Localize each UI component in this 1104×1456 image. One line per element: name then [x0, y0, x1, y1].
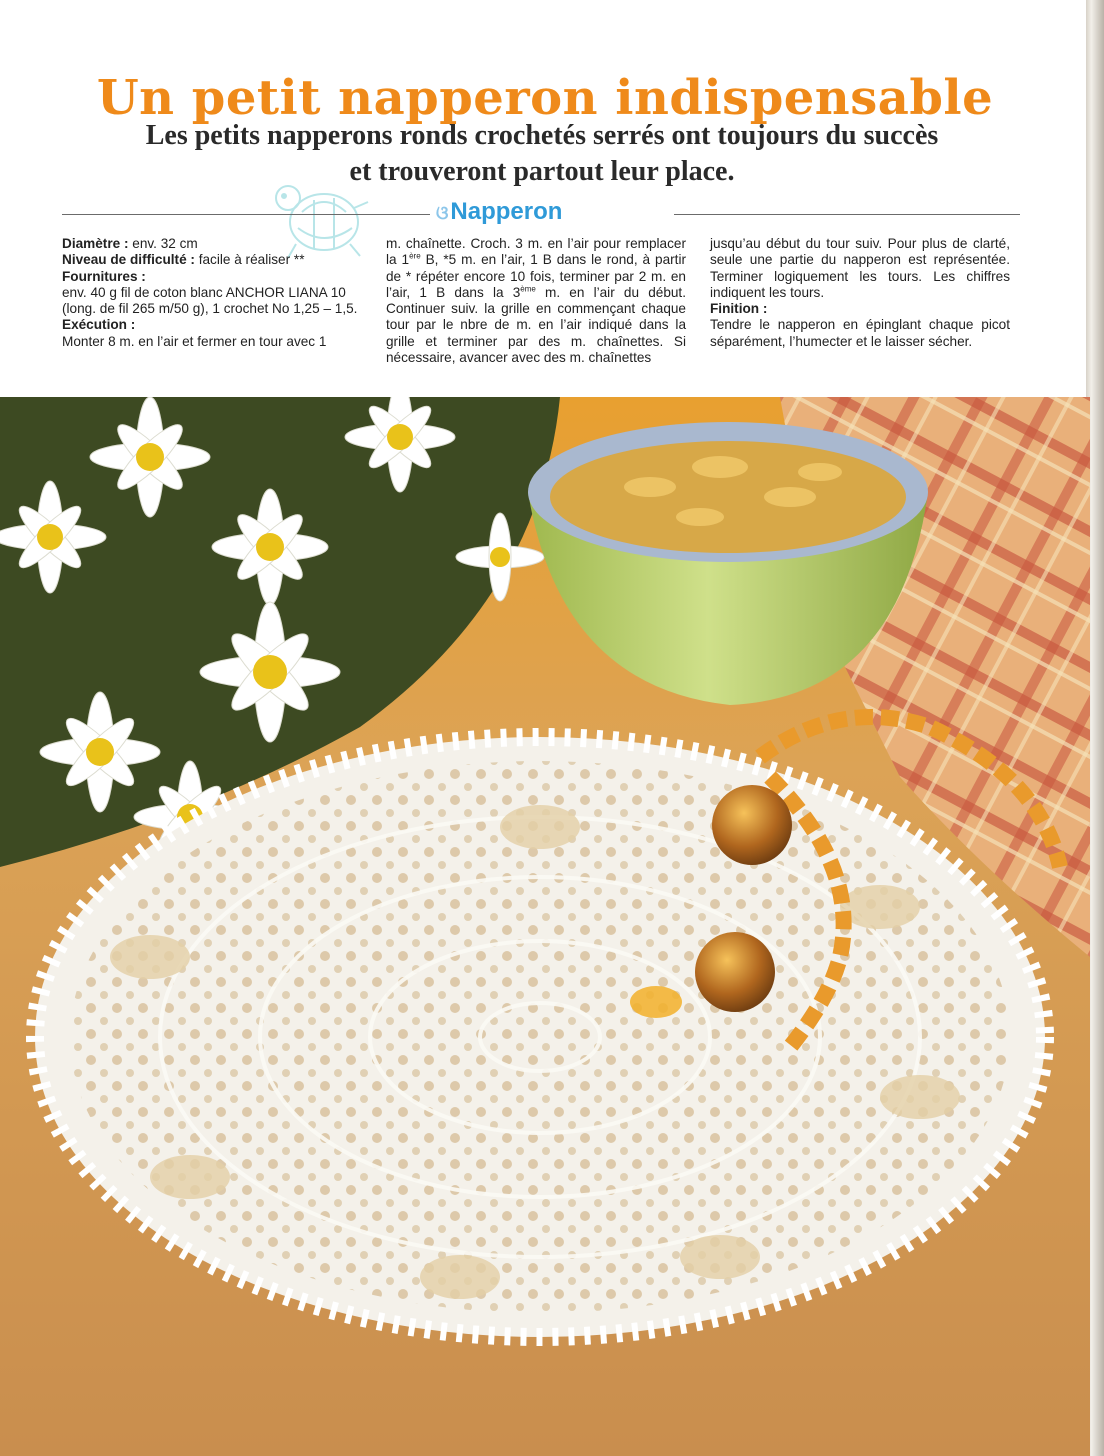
subtitle-line-2: et trouveront partout leur place. [349, 156, 735, 187]
finish-label: Finition : [710, 301, 768, 317]
finish-text: Tendre le napperon en épinglant chaque picot séparément, l’humecter et le laisser sécher. [710, 317, 1010, 349]
execution-label: Exécution : [62, 317, 136, 333]
instructions-part-1: m. chaînette. Croch. 3 m. en l’air pour remplacer la 1 [386, 236, 686, 268]
finish-column [710, 236, 1010, 350]
superscript-2: ème [520, 284, 536, 294]
supplies-label: Fournitures : [62, 268, 146, 284]
instructions-paragraph [386, 236, 686, 366]
diameter-value: env. 32 cm [128, 236, 198, 251]
section-rule-right [674, 214, 1020, 215]
section-rule-left [62, 214, 430, 215]
section-ornament-icon: ଓ [436, 203, 449, 223]
difficulty-label: Niveau de difficulté : [62, 252, 195, 268]
instructions-column [386, 236, 686, 366]
difficulty-value: facile à réaliser ** [194, 252, 305, 268]
section-title-text: Napperon [450, 198, 563, 225]
supplies-text: env. 40 g fil de coton blanc ANCHOR LIANA 10 (long. de fil 265 m/50 g), 1 crochet No 1,25 – 1,5. [62, 284, 358, 317]
section-header [62, 198, 1020, 230]
page-subtitle [62, 118, 1022, 190]
diameter-label: Diamètre : [62, 236, 129, 251]
execution-text: Monter 8 m. en l’air et fermer en tour avec 1 [62, 333, 327, 349]
instructions-part-3: m. en l’air du début. Continuer suiv. la grille en commençant chaque tour par le nbre de m. en l’air indiqué dans la grille et terminer par des m. chaînettes. Si nécessaire, avancer avec des m. chaînettes [386, 284, 686, 366]
page-title: Un petit napperon indispensable [96, 70, 994, 127]
specs-column [62, 236, 362, 350]
continuation-text: jusqu’au début du tour suiv. Pour plus de clarté, seule une partie du napperon est représentée. Terminer logiquement les tours. Les chiffres indiquent les tours. [710, 236, 1010, 300]
instructions-part-2: B, *5 m. en l’air, 1 B dans le rond, à partir de * répéter encore 10 fois, terminer par 2 m. en l’air, 1 B dans la 3 [386, 252, 686, 300]
doily-photo [0, 397, 1090, 1456]
crochet-doily [35, 737, 1045, 1337]
superscript-1: ère [409, 251, 421, 261]
section-title [436, 198, 562, 226]
subtitle-line-1: Les petits napperons ronds crochetés serrés ont toujours du succès [145, 120, 939, 151]
